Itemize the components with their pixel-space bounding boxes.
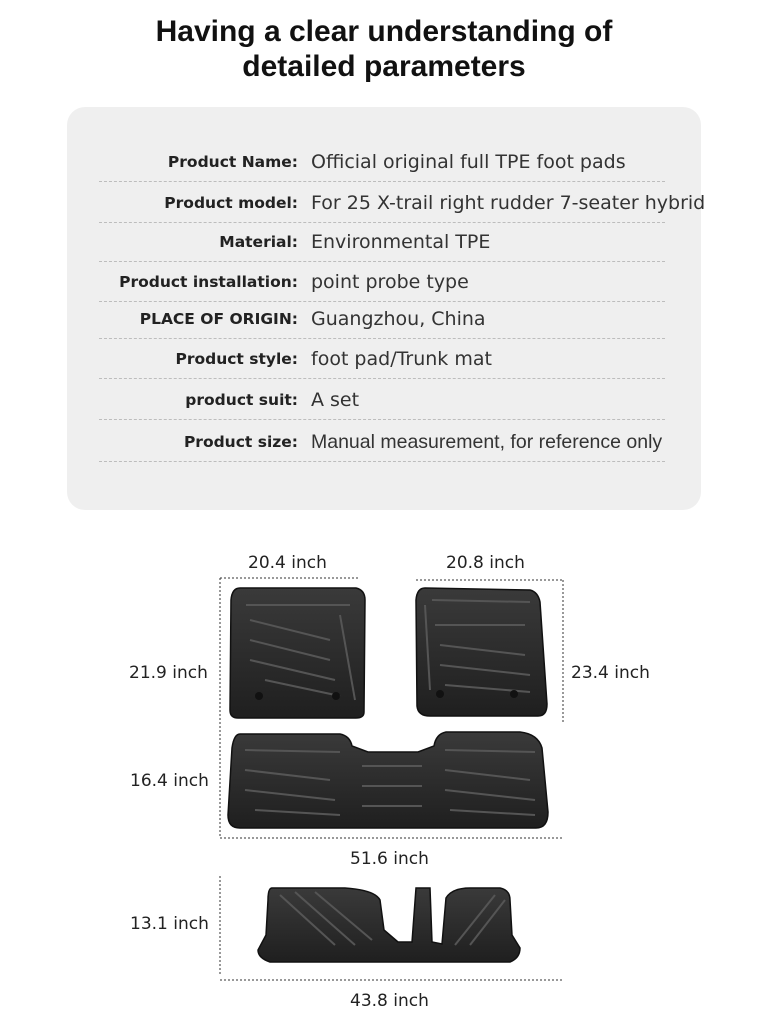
param-value: Environmental TPE [311, 231, 491, 253]
front-right-clip [436, 690, 444, 698]
dim-third-row-height: 13.1 inch [130, 914, 209, 934]
dim-front-right-height: 23.4 inch [571, 663, 650, 683]
dim-front-left-height: 21.9 inch [129, 663, 208, 683]
param-label: Product Name: [167, 153, 298, 171]
third-row-mat [258, 888, 520, 962]
param-label: PLACE OF ORIGIN: [139, 310, 298, 328]
front-right-mat [416, 588, 547, 716]
param-value: Guangzhou, China [311, 308, 486, 330]
front-right-clip [510, 690, 518, 698]
param-value: Manual measurement, for reference only [311, 431, 663, 453]
param-value: foot pad/Trunk mat [311, 348, 492, 370]
param-label: Material: [219, 233, 298, 251]
dim-second-row-height: 16.4 inch [130, 771, 209, 791]
param-value: For 25 X-trail right rudder 7-seater hybrid [311, 192, 706, 214]
front-left-clip [332, 692, 340, 700]
param-label: product suit: [185, 391, 298, 409]
front-left-mat [230, 588, 365, 718]
dim-third-row-width: 43.8 inch [350, 991, 429, 1011]
dim-front-left-width: 20.4 inch [248, 553, 327, 573]
dim-second-row-width: 51.6 inch [350, 849, 429, 869]
title-line-1: Having a clear understanding of [155, 15, 613, 48]
param-value: point probe type [311, 271, 469, 293]
param-value: Official original full TPE foot pads [311, 151, 626, 173]
front-left-clip [255, 692, 263, 700]
param-value: A set [311, 389, 360, 411]
param-label: Product style: [175, 350, 298, 368]
param-label: Product model: [164, 194, 298, 212]
title-line-2: detailed parameters [242, 50, 526, 83]
dim-front-right-width: 20.8 inch [446, 553, 525, 573]
param-label: Product size: [183, 433, 298, 451]
param-label: Product installation: [119, 273, 298, 291]
